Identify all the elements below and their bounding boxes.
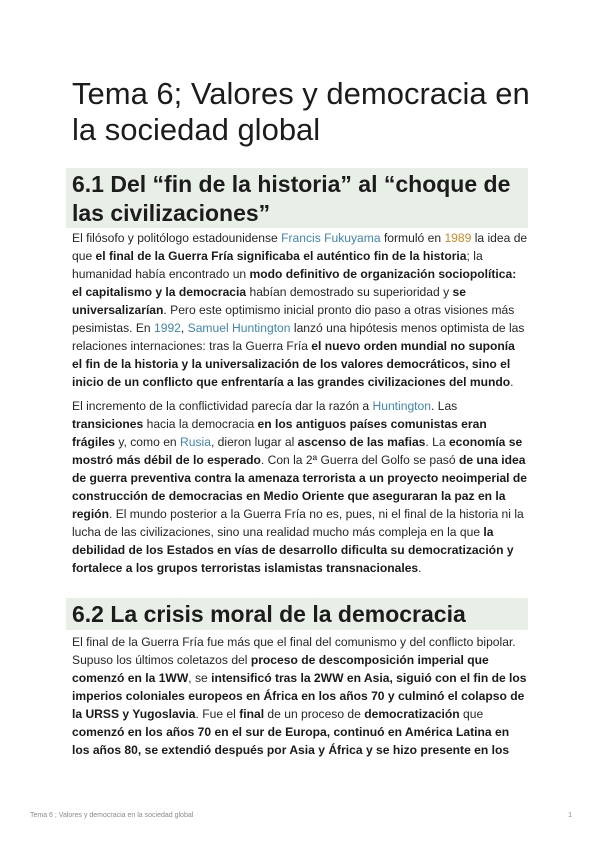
- section-heading-6-2: 6.2 La crisis moral de la democracia: [66, 598, 528, 630]
- text-link[interactable]: Francis Fukuyama: [281, 231, 381, 245]
- text-run: .: [418, 561, 422, 576]
- text-run: de una idea de guerra preventiva contra la amenaza terrorista a un proyecto neoimperial de construcción de democracias en Medio Oriente que aseguraran la paz en la región: [72, 453, 528, 522]
- paragraph-conflictividad: [72, 397, 528, 577]
- text-run: . La: [425, 435, 449, 450]
- text-run: ; la humanidad había encontrado un: [72, 249, 483, 282]
- year-highlight: 80: [124, 743, 138, 758]
- text-run: y, como en: [115, 435, 181, 450]
- text-run: el final de la Guerra Fría significaba el auténtico fin de la historia: [95, 249, 467, 264]
- text-link[interactable]: Samuel Huntington: [187, 321, 291, 336]
- text-run: el nuevo orden mundial no suponía el fin de la historia y la universalización de los valores democráticos, sino el inicio de un conflicto que enfrentaría a las grandes civilizaciones del mundo: [72, 339, 515, 390]
- text-run: la idea de que: [72, 231, 528, 264]
- text-run: se universalizarían: [72, 285, 466, 318]
- text-run: formuló en: [380, 231, 445, 245]
- text-run: , se: [188, 671, 212, 686]
- text-run: final: [239, 707, 265, 722]
- text-link[interactable]: Asia: [363, 671, 390, 686]
- year-highlight: 1989: [444, 231, 472, 245]
- text-run: El filósofo y politólogo estadounidense: [72, 231, 282, 245]
- text-link[interactable]: Huntington: [372, 399, 431, 413]
- text-link[interactable]: Asia: [289, 743, 315, 758]
- text-run: .: [510, 375, 514, 390]
- text-run: proceso de descomposición imperial que comenzó en la 1WW: [72, 653, 489, 686]
- text-link[interactable]: Yugoslavia: [132, 707, 196, 722]
- text-run: democratización: [364, 707, 460, 722]
- text-run: ascenso de las mafias: [297, 435, 426, 450]
- text-run: y: [119, 707, 133, 722]
- text-run: hacia la democracia: [143, 417, 258, 432]
- page-title: Tema 6; Valores y democracia en la sociedad global: [72, 76, 530, 147]
- page-footer: [30, 812, 572, 819]
- section-heading-6-1: 6.1 Del “fin de la historia” al “choque de las civilizaciones”: [66, 168, 528, 228]
- text-run: lanzó una hipótesis menos optimista de las relaciones internaciones: tras la Guerra Fría: [72, 321, 525, 354]
- text-run: transiciones: [72, 417, 144, 432]
- paragraph-crisis-moral: [72, 633, 528, 759]
- text-link[interactable]: 1992: [154, 321, 181, 336]
- text-run: en los antiguos países comunistas eran frágiles: [72, 417, 487, 450]
- text-run: habían demostrado su superioridad y: [246, 285, 453, 300]
- text-run: intensificó tras la 2WW en: [211, 671, 364, 686]
- text-link[interactable]: África: [328, 743, 363, 758]
- text-run: El final de la Guerra Fría fue más que el final del comunismo y del conflicto bipolar. Supuso los últimos coletazos del: [72, 635, 516, 668]
- text-run: que: [459, 707, 484, 722]
- text-run: modo definitivo de organización sociopolítica: el capitalismo y la democracia: [72, 267, 517, 300]
- text-run: comenzó en los años: [72, 725, 198, 740]
- text-run: en el sur de: [211, 725, 286, 740]
- text-run: y se hizo presente en los: [362, 743, 510, 758]
- text-run: , se extendió después por: [137, 743, 290, 758]
- text-link[interactable]: Europa: [285, 725, 327, 740]
- text-run: en los años 70 y culminó el colapso de la: [72, 689, 525, 722]
- text-run: . Con la 2ª Guerra del Golfo se pasó: [260, 453, 459, 468]
- text-link[interactable]: América Latina: [404, 725, 492, 740]
- paragraph-fukuyama: [72, 229, 528, 391]
- page-number: 1: [568, 812, 572, 819]
- text-run: , dieron lugar al: [210, 435, 298, 450]
- text-link[interactable]: URSS: [85, 707, 120, 722]
- text-link[interactable]: África: [263, 689, 298, 704]
- footer-title: Tema 6 ; Valores y democracia en la sociedad global: [30, 812, 194, 819]
- text-run: la debilidad de los Estados en vías de desarrollo dificulta su democratización y fortalece a los grupos terroristas islamistas transnacionales: [72, 525, 514, 576]
- year-highlight: 70: [197, 725, 212, 740]
- text-run: en los años: [72, 725, 510, 758]
- text-run: . El mundo posterior a la Guerra Fría no es, pues, ni el final de la historia ni la lucha de las civilizaciones, sino una realidad mucho más compleja en la que: [72, 507, 524, 540]
- text-run: El incremento de la conflictividad parecía dar la razón a: [72, 399, 373, 413]
- text-run: de un proceso de: [264, 707, 365, 722]
- text-run: . Fue el: [195, 707, 240, 722]
- text-run: . Pero este optimismo inicial pronto dio paso a otras visiones más pesimistas. En: [72, 303, 515, 336]
- text-run: y: [314, 743, 329, 758]
- text-run: , siguió con el fin de los imperios coloniales europeos en: [72, 671, 527, 704]
- text-run: , continuó en: [326, 725, 405, 740]
- text-run: ,: [180, 321, 188, 336]
- text-link[interactable]: Rusia: [180, 435, 211, 450]
- text-run: economía se mostró más débil de lo esperado: [72, 435, 523, 468]
- text-run: . Las: [431, 399, 458, 413]
